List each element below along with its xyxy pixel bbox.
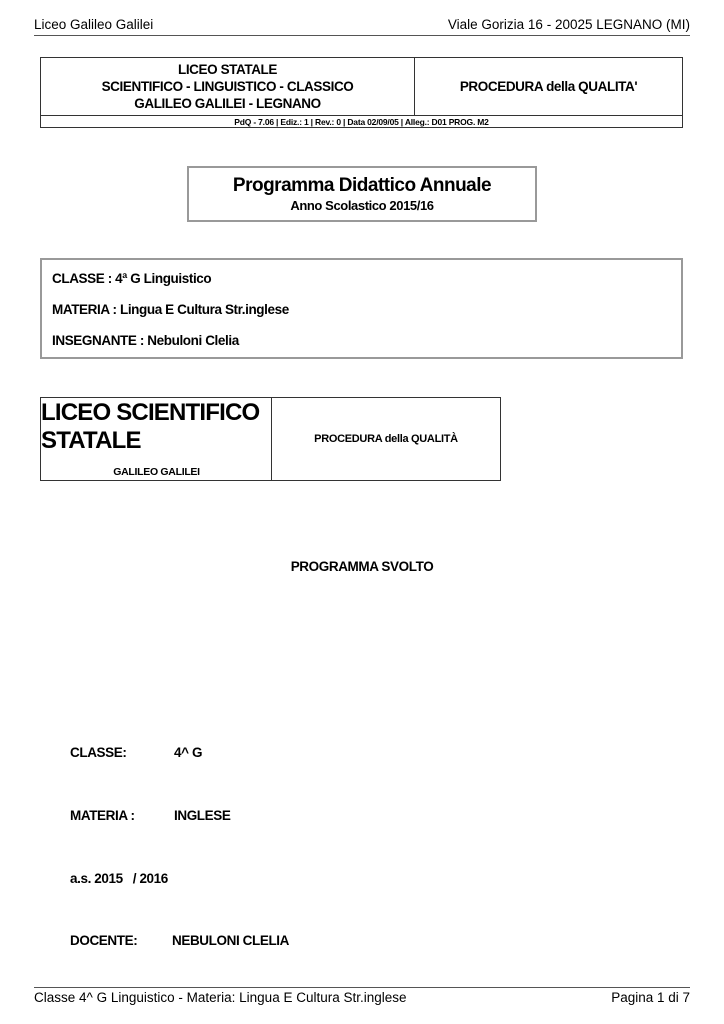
- classe-value: 4^ G: [174, 745, 203, 760]
- materia-label: MATERIA :: [70, 808, 135, 823]
- programma-svolto-heading: PROGRAMMA SVOLTO: [290, 559, 434, 574]
- materia-line: MATERIA : Lingua E Cultura Str.inglese: [52, 302, 289, 317]
- anno-scolastico-line: a.s. 2015 / 2016: [70, 871, 168, 886]
- school-line-1: LICEO STATALE: [177, 62, 278, 77]
- liceo-name-cell: [41, 398, 272, 480]
- classe-line: CLASSE : 4ª G Linguistico: [52, 271, 212, 286]
- procedure-cell: PROCEDURA della QUALITA': [459, 79, 638, 94]
- footer-rule: [34, 987, 690, 988]
- header-address: Viale Gorizia 16 - 20025 LEGNANO (MI): [447, 17, 690, 32]
- docente-value: NEBULONI CLELIA: [172, 933, 289, 948]
- doc-reference: PdQ - 7.06 | Ediz.: 1 | Rev.: 0 | Data 02/09/05 | Alleg.: D01 PROG. M2: [41, 115, 682, 127]
- materia-value: INGLESE: [174, 808, 231, 823]
- liceo-table: [40, 397, 501, 481]
- insegnante-line: INSEGNANTE : Nebuloni Clelia: [52, 333, 239, 348]
- school-line-2: SCIENTIFICO - LINGUISTICO - CLASSICO: [101, 79, 354, 94]
- header-school-name: Liceo Galileo Galilei: [34, 17, 154, 32]
- classe-label: CLASSE:: [70, 745, 127, 760]
- class-info-box: [40, 258, 683, 359]
- programma-box: [187, 166, 537, 222]
- liceo-big-line-1: LICEO SCIENTIFICO: [41, 399, 260, 426]
- quality-header-table: [40, 57, 683, 128]
- anno-scolastico: Anno Scolastico 2015/16: [290, 198, 434, 213]
- school-cell: [41, 58, 415, 115]
- school-line-3: GALILEO GALILEI - LEGNANO: [134, 96, 321, 111]
- liceo-procedure-cell: PROCEDURA della QUALITÀ: [314, 433, 458, 445]
- footer-class-info: Classe 4^ G Linguistico - Materia: Lingua E Cultura Str.inglese: [34, 990, 407, 1005]
- footer-page-number: Pagina 1 di 7: [611, 990, 690, 1005]
- docente-label: DOCENTE:: [70, 933, 138, 948]
- liceo-big-line-2: STATALE: [41, 427, 141, 454]
- header-rule: [34, 35, 690, 36]
- liceo-big-title: [41, 399, 259, 455]
- programma-title: Programma Didattico Annuale: [232, 175, 492, 196]
- liceo-small-name: GALILEO GALILEI: [113, 466, 200, 478]
